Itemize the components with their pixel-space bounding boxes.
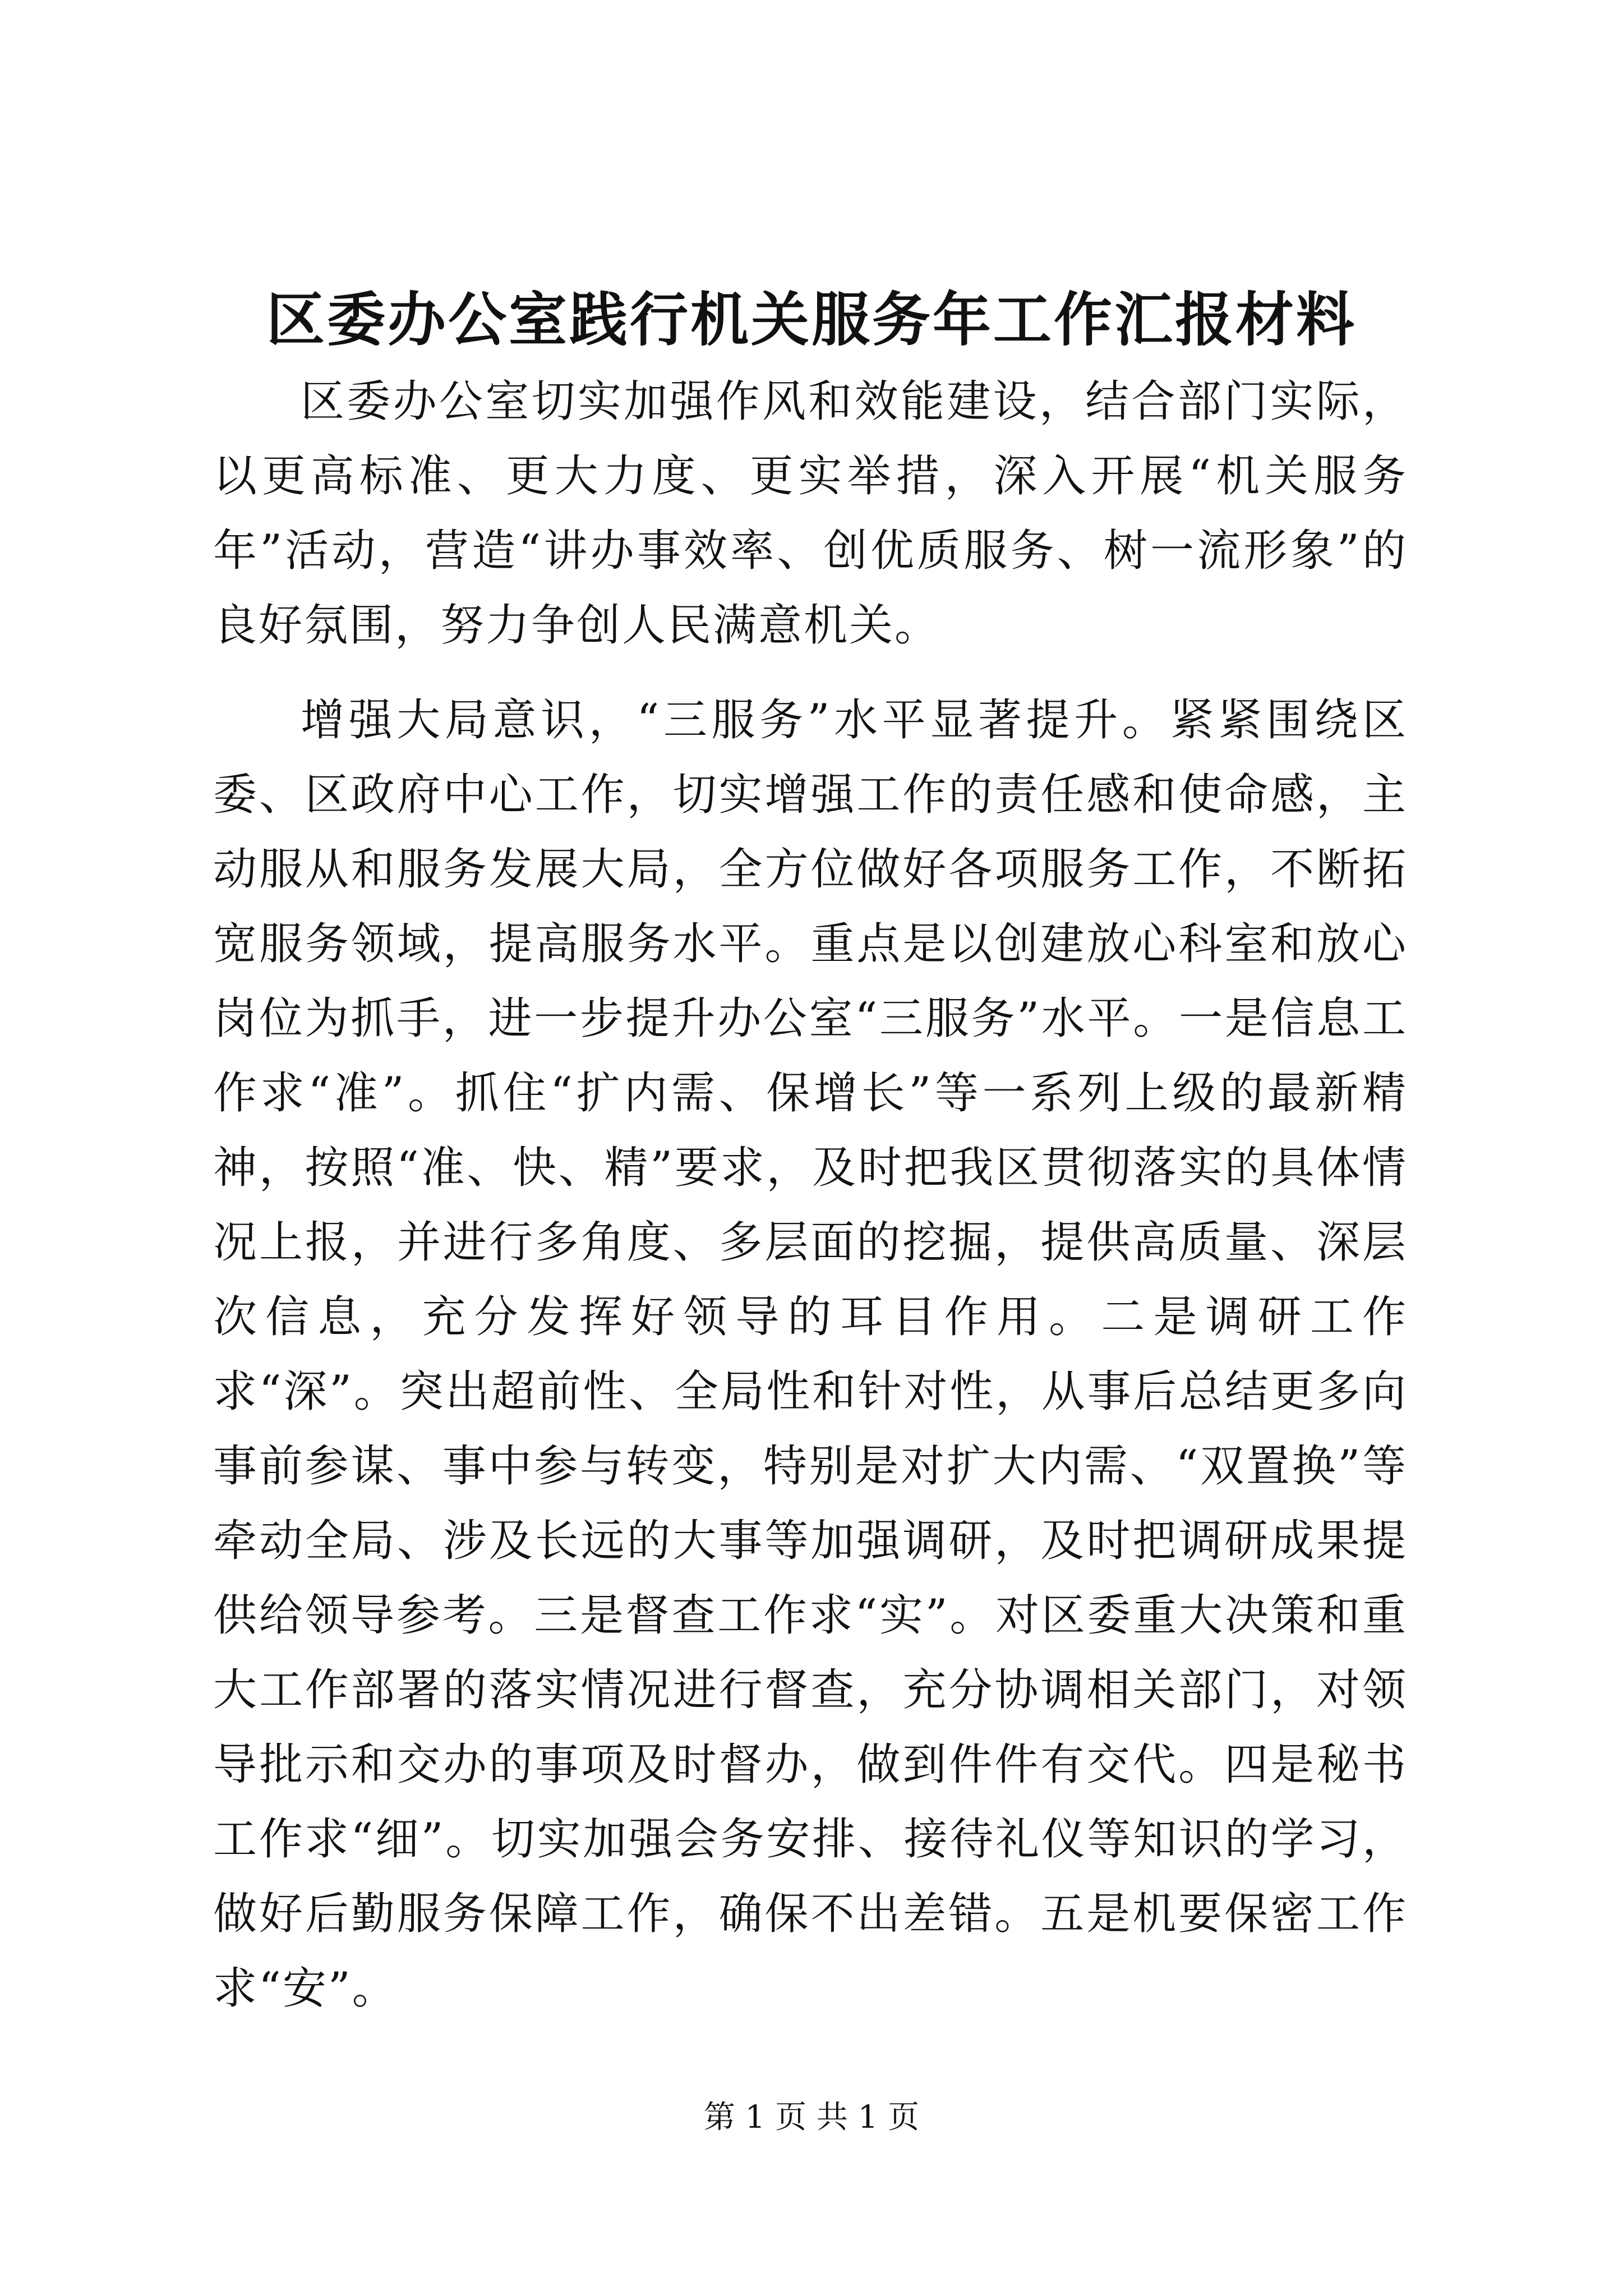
document-body — [213, 365, 1408, 2026]
paragraph-intro: 区委办公室切实加强作风和效能建设，结合部门实际，以更高标准、更大力度、更实举措，深入开展“机关服务年”活动，营造“讲办事效率、创优质服务、树一流形象”的良好氛围，努力争创人民满意机关。 — [213, 376, 1408, 651]
paragraph-service: 增强大局意识，“三服务”水平显著提升。紧紧围绕区委、区政府中心工作，切实增强工作的责任感和使命感，主动服从和服务发展大局，全方位做好各项服务工作，不断拓宽服务领域，提高服务水平。重点是以创建放心科室和放心岗位为抓手，进一步提升办公室“三服务”水平。一是信息工作求“准”。抓住“扩内需、保增长”等一系列上级的最新精神，按照“准、快、精”要求，及时把我区贯彻落实的具体情况上报，并进行多角度、多层面的挖掘，提供高质量、深层次信息，充分发挥好领导的耳目作用。二是调研工作求“深”。突出超前性、全局性和针对性，从事后总结更多向事前参谋、事中参与转变，特别是对扩大内需、“双置换”等牵动全局、涉及长远的大事等加强调研，及时把调研成果提供给领导参考。三是督查工作求“实”。对区委重大决策和重大工作部署的落实情况进行督查，充分协调相关部门，对领导批示和交办的事项及时督办，做到件件有交代。四是秘书工作求“细”。切实加强会务安排、接待礼仪等知识的学习，做好后勤服务保障工作，确保不出差错。五是机要保密工作求“安”。 — [213, 695, 1408, 2014]
page-footer: 第 1 页 共 1 页 — [703, 2099, 920, 2136]
document-title: 区委办公室践行机关服务年工作汇报材料 — [266, 285, 1357, 354]
